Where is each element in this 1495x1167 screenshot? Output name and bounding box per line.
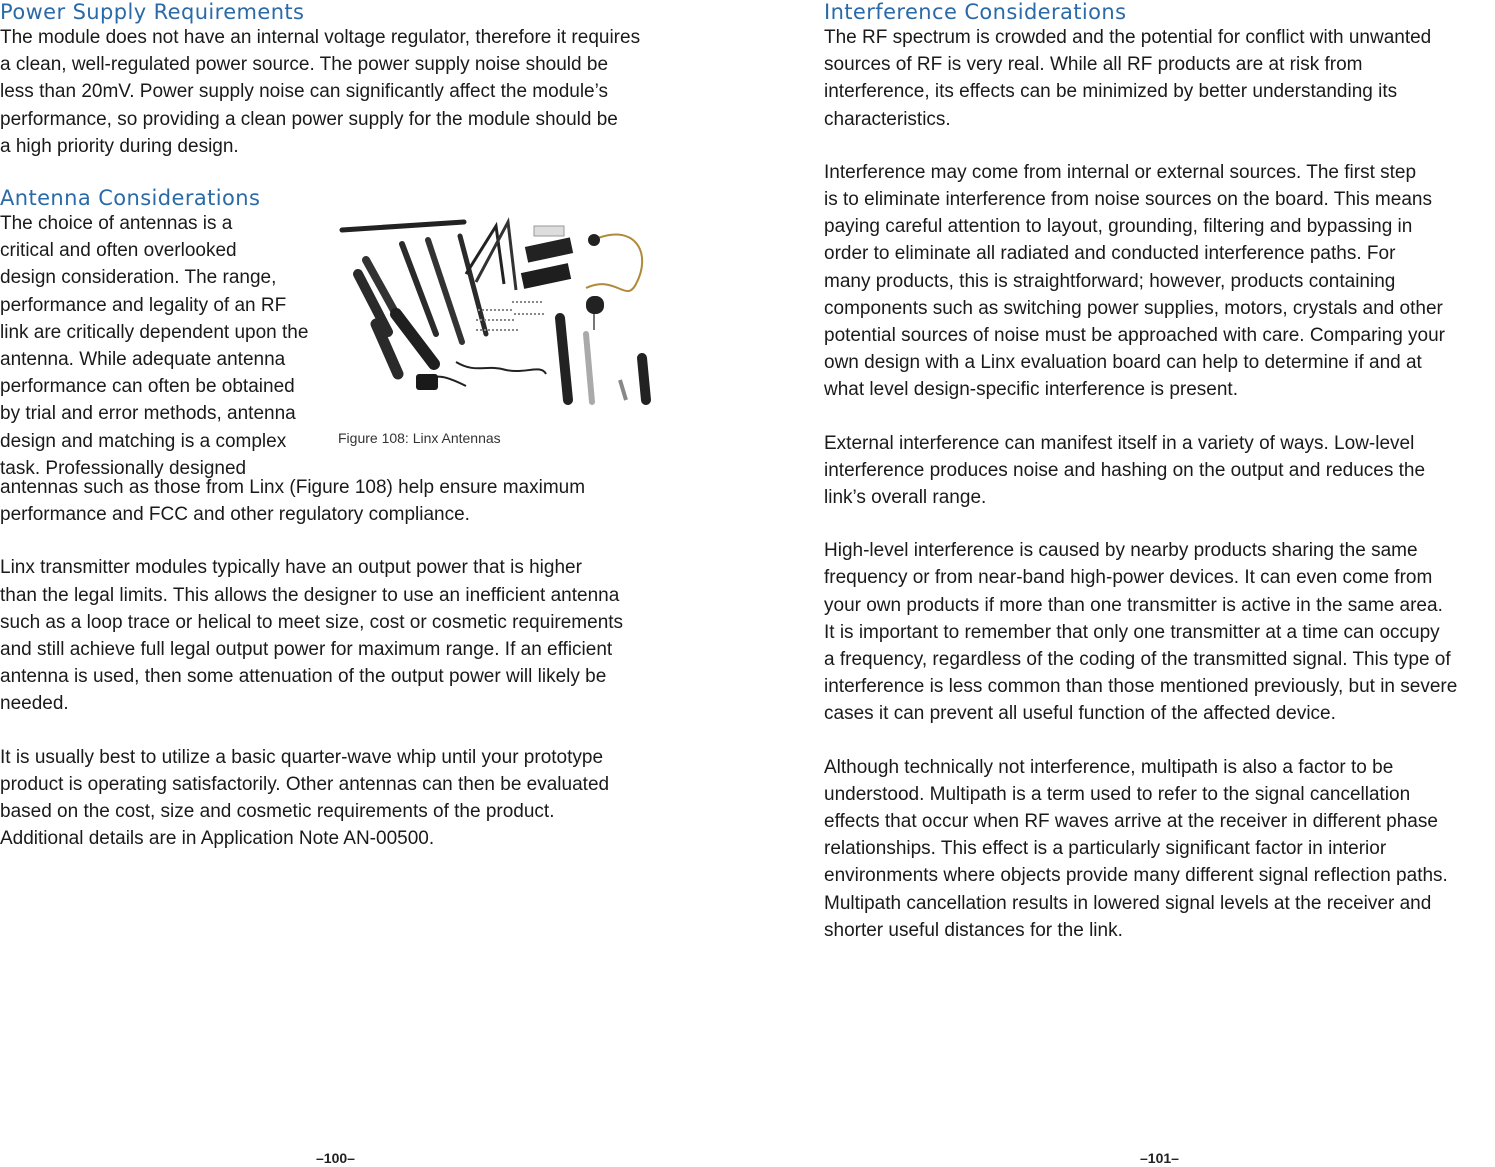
figure-caption: Figure 108: Linx Antennas [338, 430, 501, 447]
antenna-wrap-body: The choice of antennas is a critical and often overlooked design consideration. The range, performance and legality of an RF link are critically dependent upon the antenna. While adequate antenna performance can often be obtained by trial and error methods, antenna design and matching is a complex task. Professionally designed [0, 213, 309, 479]
right-page [824, 0, 1495, 944]
left-page [0, 0, 690, 852]
antenna-heading: Antenna Considerations [0, 186, 261, 211]
antennas-photo [336, 214, 662, 406]
interference-paragraph-5: Although technically not interference, multipath is also a factor to be understood. Multipath is a term used to refer to the signal cancellation effects that occur when RF waves arrive at the receiver in different phase relationships. This effect is a particularly significant factor in interior environments where objects provide many different signal reflection paths. Multipath cancellation results in lowered signal levels at the receiver and shorter useful distances for the link. [824, 756, 1448, 941]
interference-heading: Interference Considerations [824, 0, 1127, 24]
figure-linx-antennas [336, 214, 672, 446]
antenna-wrap-section [0, 210, 690, 479]
power-supply-heading: Power Supply Requirements [0, 0, 305, 24]
antenna-paragraph-3: It is usually best to utilize a basic quarter-wave whip until your prototype product is operating satisfactorily. Other antennas can then be evaluated based on the cost, size and cosmetic requirements of the product. Additional details are in Application Note AN-00500. [0, 746, 610, 850]
page-number-right: –101– [1140, 1150, 1179, 1166]
interference-paragraph-3: External interference can manifest itself in a variety of ways. Low-level interference produces noise and hashing on the output and reduces the link’s overall range. [824, 432, 1426, 509]
antenna-paragraph-2: Linx transmitter modules typically have an output power that is higher than the legal limits. This allows the designer to use an inefficient antenna such as a loop trace or helical to meet size, cost or cosmetic requirements and still achieve full legal output power for maximum range. If an efficient antenna is used, then some attenuation of the output power will likely be needed. [0, 557, 624, 715]
page-number-left: –100– [316, 1150, 355, 1166]
interference-paragraph-2: Interference may come from internal or external sources. The first step is to eliminate interference from noise sources on the board. This means paying careful attention to layout, grounding, filtering and bypassing in order to eliminate all radiated and conducted interference paths. For many products, this is straightforward; however, products containing components such as switching power supplies, motors, crystals and other potential sources of noise must be approached with care. Comparing your own design with a Linx evaluation board can help to determine if and at what level design-specific interference is present. [824, 161, 1446, 401]
antenna-body-after: antennas such as those from Linx (Figure 108) help ensure maximum performance and FCC and other regulatory compliance. [0, 477, 586, 526]
interference-paragraph-4: High-level interference is caused by nearby products sharing the same frequency or from near-band high-power devices. It can even come from your own products if more than one transmitter is active in the same area. It is important to remember that only one transmitter at a time can occupy a frequency, regardless of the coding of the transmitted signal. This type of interference is less common than those mentioned previously, but in severe cases it can prevent all useful function of the affected device. [824, 540, 1458, 725]
interference-paragraph-1: The RF spectrum is crowded and the potential for conflict with unwanted sources of RF is very real. While all RF products are at risk from interference, its effects can be minimized by better understanding its characteristics. [824, 27, 1432, 130]
power-supply-body: The module does not have an internal voltage regulator, therefore it requires a clean, well-regulated power source. The power supply noise should be less than 20mV. Power supply noise can significantly affect the module’s performance, so providing a clean power supply for the module should be a high priority during design. [0, 27, 641, 157]
